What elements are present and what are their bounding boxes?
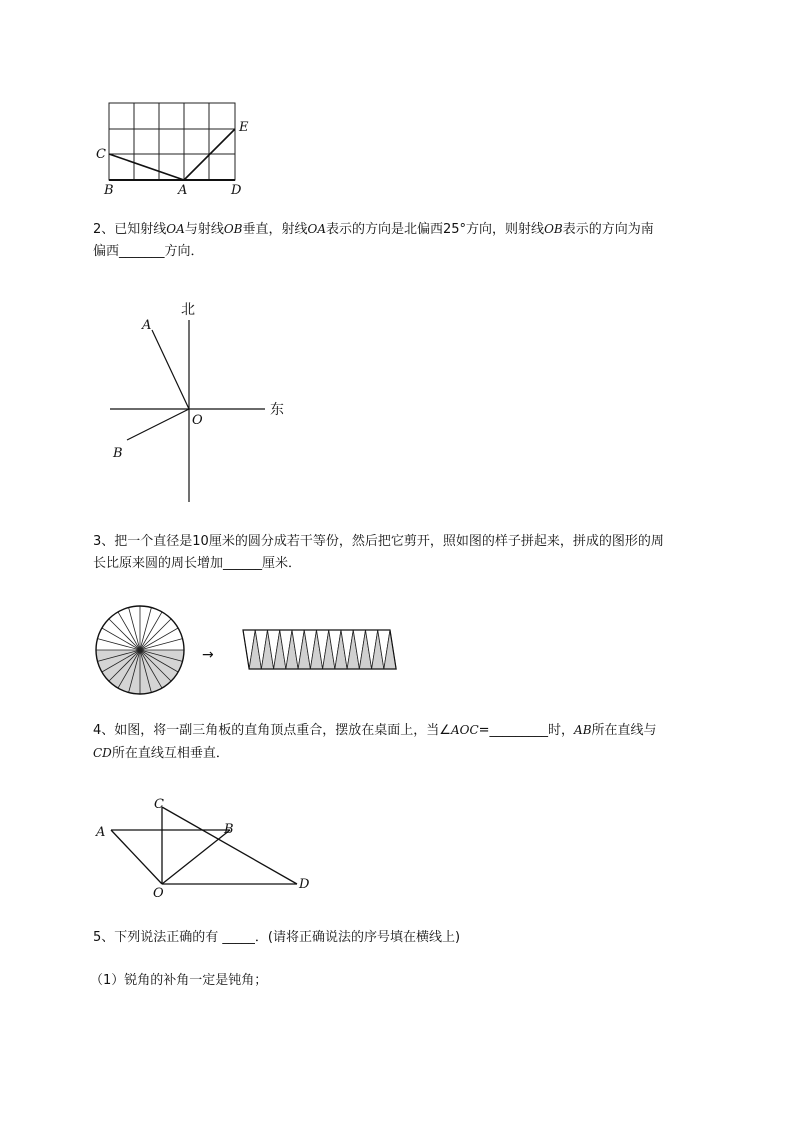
text-run: 所在直线互相垂直． xyxy=(111,746,229,761)
text-run: 表示的方向是北偏西25°方向，则射线 xyxy=(326,222,545,237)
question-number: 3、 xyxy=(93,534,115,549)
label-o: O xyxy=(153,886,164,901)
question-3-text: 把一个直径是10厘米的圆分成若干等份，然后把它剪开，照如图的样子拼起来，拼成的图形的周 xyxy=(114,534,664,549)
label-north: 北 xyxy=(181,302,195,318)
label-b: B xyxy=(104,183,114,198)
ray-ob xyxy=(127,409,189,440)
question-3-line1 xyxy=(93,531,664,553)
text-run: 已知射线 xyxy=(114,222,167,237)
question-2 xyxy=(93,218,654,263)
label-e: E xyxy=(239,120,249,135)
math-symbol: AB xyxy=(574,723,592,737)
question-2-text xyxy=(114,222,653,237)
question-2-line1 xyxy=(93,218,654,241)
label-east: 东 xyxy=(270,402,284,418)
divided-circle xyxy=(96,606,184,694)
sector-line xyxy=(140,639,183,650)
segment-ob xyxy=(162,830,230,884)
math-symbol: OB xyxy=(223,222,243,236)
label-c: C xyxy=(96,147,106,162)
math-symbol: OB xyxy=(544,222,563,236)
label-d: D xyxy=(299,877,310,892)
figure-triangles xyxy=(0,790,794,900)
label-d: D xyxy=(231,183,242,198)
sector-line xyxy=(129,607,140,650)
question-2-line2: 偏西_______方向． xyxy=(93,244,204,259)
text-run: 垂直，射线 xyxy=(242,222,308,237)
question-4 xyxy=(93,719,657,765)
question-5 xyxy=(93,927,460,949)
label-a: A xyxy=(178,183,188,198)
text-run: 如图，将一副三角板的直角顶点重合，摆放在桌面上，当∠ xyxy=(114,723,451,738)
rearranged-strip xyxy=(243,630,396,669)
segment-ao xyxy=(111,830,162,884)
figure-compass xyxy=(0,290,794,530)
text-run: 所在直线与 xyxy=(591,723,657,738)
question-3 xyxy=(93,531,664,575)
question-number: 4、 xyxy=(93,723,115,738)
label-b: B xyxy=(113,446,123,461)
question-4-line2 xyxy=(93,742,657,765)
text-run: 与射线 xyxy=(184,222,224,237)
math-symbol: OA xyxy=(166,222,185,236)
figure-circle-rearrange xyxy=(0,604,794,704)
label-c: C xyxy=(154,797,164,812)
sector-line xyxy=(140,607,151,650)
label-o: O xyxy=(192,413,203,428)
question-4-text xyxy=(114,723,656,738)
question-3-line2: 长比原来圆的周长增加______厘米． xyxy=(93,556,302,571)
math-symbol: OA xyxy=(307,222,327,236)
label-b: B xyxy=(224,822,234,837)
label-a: A xyxy=(96,825,106,840)
math-symbol: AOC xyxy=(450,723,479,737)
ray-oa xyxy=(152,330,189,409)
sector-line xyxy=(97,639,140,650)
question-5-text: 下列说法正确的有 _____．(请将正确说法的序号填在横线上) xyxy=(114,930,461,945)
arrow-icon: → xyxy=(202,647,214,663)
figure-grid xyxy=(0,0,794,200)
math-symbol: CD xyxy=(93,746,112,760)
label-a: A xyxy=(142,318,152,333)
text-run: 表示的方向为南 xyxy=(562,222,654,237)
segment-cd xyxy=(162,807,297,884)
question-number: 2、 xyxy=(93,222,115,237)
segment-ca xyxy=(109,154,184,180)
question-5-item-1: （1）锐角的补角一定是钝角； xyxy=(90,973,268,988)
text-run: =_________时， xyxy=(478,723,575,738)
question-4-line1 xyxy=(93,719,657,742)
question-number: 5、 xyxy=(93,930,115,945)
